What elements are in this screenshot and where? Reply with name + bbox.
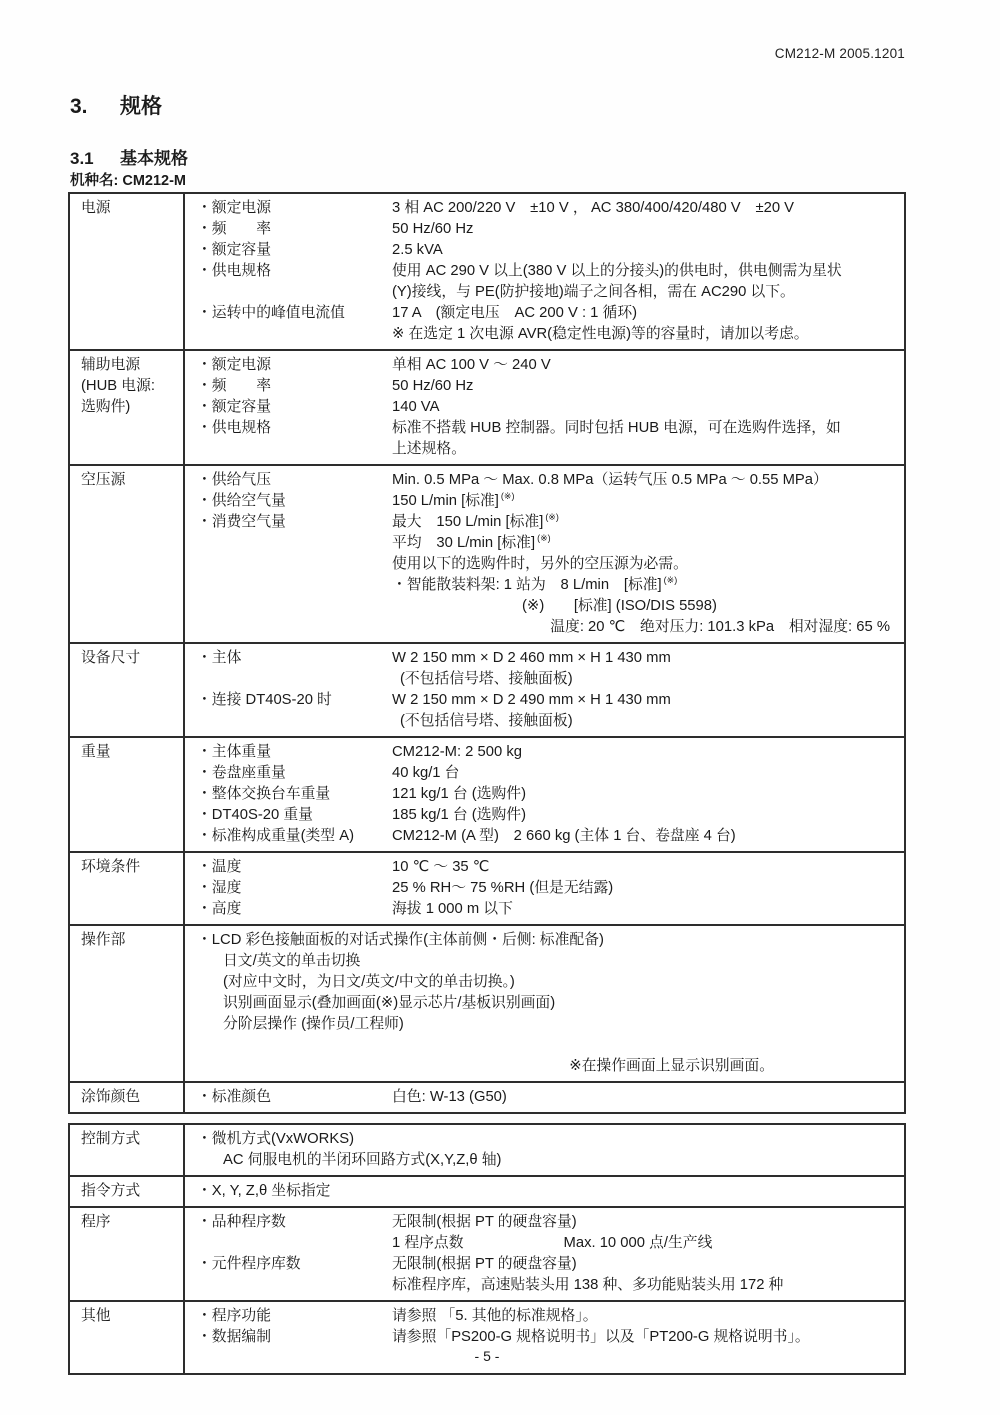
section-title-text: 规格: [120, 95, 162, 118]
spec-line: 使用以下的选购件时，另外的空压源为必需。: [392, 556, 688, 572]
spec-line: ・额定电源 单相 AC 100 V ～ 240 V: [197, 357, 551, 373]
spec-line: ・供电规格 使用 AC 290 V 以上(380 V 以上的分接头)的供电时，供电侧需为星状: [197, 263, 842, 279]
spec-line: 温度: 20 ℃ 绝对压力: 101.3 kPa 相对湿度: 65 %: [550, 619, 890, 635]
spec-line: ・额定容量 2.5 kVA: [197, 242, 443, 258]
spec-content-control-method: [185, 1125, 904, 1175]
spec-content-dimensions: [185, 644, 904, 736]
spec-line: ※在操作画面上显示识别画面。: [569, 1058, 774, 1074]
spec-line: 上述规格。: [392, 441, 466, 457]
spec-line: (※) [标准] (ISO/DIS 5598): [522, 598, 717, 614]
spec-content-program: [185, 1208, 904, 1300]
subsection-number: 3.1: [70, 149, 94, 168]
spec-line: ・温度 10 ℃ ～ 35 ℃: [197, 859, 490, 875]
spec-category-paint-color: 涂饰颜色: [70, 1083, 185, 1112]
spec-category-weight: 重量: [70, 738, 185, 851]
spec-line: ・微机方式(VxWORKS): [197, 1131, 355, 1147]
spec-line: ・频 率 50 Hz/60 Hz: [197, 378, 474, 394]
spec-category-dimensions: 设备尺寸: [70, 644, 185, 736]
spec-row-environment: [70, 851, 904, 924]
spec-line: ・额定电源 3 相 AC 200/220 V ±10 V ， AC 380/400/420/480 V ±20 V: [197, 200, 795, 216]
spec-line: 1 程序点数 Max. 10 000 点/生产线: [392, 1235, 713, 1251]
spec-line: 识别画面显示(叠加画面(※)显示芯片/基板识别画面): [223, 995, 556, 1011]
spec-line: 分阶层操作 (操作员/工程师): [223, 1016, 404, 1032]
section-number: 3.: [70, 95, 88, 118]
spec-line: ・供给空气量 150 L/min [标准] (※): [197, 491, 515, 509]
spec-line: ・品种程序数 无限制(根据 PT 的硬盘容量): [197, 1214, 577, 1230]
spec-line: [197, 1035, 904, 1056]
spec-row-operation: [70, 924, 904, 1081]
spec-line: AC 伺服电机的半闭环回路方式(X,Y,Z,θ 轴): [223, 1152, 502, 1168]
spec-category-aux-power: 辅助电源 (HUB 电源: 选购件): [70, 351, 185, 464]
spec-row-command-method: [70, 1175, 904, 1206]
spec-category-others: 其他: [70, 1302, 185, 1373]
spec-line: ・标准颜色 白色: W-13 (G50): [197, 1089, 507, 1105]
spec-line: ・高度 海拔 1 000 m 以下: [197, 901, 513, 917]
spec-line: ・LCD 彩色接触面板的对话式操作(主体前侧・后侧: 标准配备): [197, 932, 604, 948]
spec-content-weight: [185, 738, 904, 851]
spec-content-operation: [185, 926, 904, 1081]
spec-line: ・连接 DT40S-20 时 W 2 150 mm × D 2 490 mm × H 1 430 mm: [197, 692, 671, 708]
basic-spec-table-2: [68, 1123, 906, 1375]
page-number: - 5 -: [474, 1348, 500, 1364]
spec-line: (不包括信号塔、接触面板): [400, 713, 573, 729]
spec-line: ※ 在选定 1 次电源 AVR(稳定性电源)等的容量时，请加以考虑。: [392, 326, 809, 342]
spec-row-paint-color: [70, 1081, 904, 1112]
spec-line: ・消费空气量 最大 150 L/min [标准] (※): [197, 512, 559, 530]
spec-row-program: [70, 1206, 904, 1300]
subsection-title: [70, 144, 188, 169]
spec-row-power: [70, 194, 904, 349]
spec-line: ・DT40S-20 重量 185 kg/1 台 (选购件): [197, 807, 527, 823]
basic-spec-table-1: [68, 192, 906, 1114]
spec-row-dimensions: [70, 642, 904, 736]
spec-line: 日文/英文的单击切换: [223, 953, 361, 969]
document-header-model-date: CM212-M 2005.1201: [774, 46, 905, 61]
spec-category-air-source: 空压源: [70, 466, 185, 642]
spec-line: ・X, Y, Z,θ 坐标指定: [197, 1183, 331, 1199]
spec-line: ・额定容量 140 VA: [197, 399, 440, 415]
spec-content-power: [185, 194, 904, 349]
spec-category-program: 程序: [70, 1208, 185, 1300]
spec-content-aux-power: [185, 351, 904, 464]
spec-line: 平均 30 L/min [标准] (※): [392, 533, 551, 551]
spec-line: ・湿度 25 % RH～ 75 %RH (但是无结露): [197, 880, 614, 896]
spec-line: ・供电规格 标准不搭载 HUB 控制器。同时包括 HUB 电源，可在选购件选择，如: [197, 420, 841, 436]
spec-content-paint-color: [185, 1083, 904, 1112]
spec-line: ・运转中的峰值电流值 17 A (额定电压 AC 200 V : 1 循环): [197, 305, 638, 321]
spec-line: ・整体交换台车重量 121 kg/1 台 (选购件): [197, 786, 527, 802]
spec-content-environment: [185, 853, 904, 924]
section-title: [70, 90, 162, 120]
spec-row-control-method: [70, 1125, 904, 1175]
spec-content-air-source: [185, 466, 904, 642]
spec-row-air-source: [70, 464, 904, 642]
spec-content-command-method: [185, 1177, 904, 1206]
spec-category-control-method: 控制方式: [70, 1125, 185, 1175]
spec-category-operation: 操作部: [70, 926, 185, 1081]
spec-row-aux-power: [70, 349, 904, 464]
subsection-title-text: 基本规格: [120, 149, 188, 168]
spec-line: ・主体重量 CM212-M: 2 500 kg: [197, 744, 522, 760]
spec-category-command-method: 指令方式: [70, 1177, 185, 1206]
spec-line: ・智能散装料架: 1 站为 8 L/min [标准] (※): [392, 575, 678, 593]
spec-line: ・卷盘座重量 40 kg/1 台: [197, 765, 460, 781]
spec-line: ・元件程序库数 无限制(根据 PT 的硬盘容量): [197, 1256, 577, 1272]
spec-line: 标准程序库，高速贴装头用 138 种、多功能贴装头用 172 种: [392, 1277, 784, 1293]
spec-line: ・供给气压 Min. 0.5 MPa ～ Max. 0.8 MPa（运转气压 0.5 MPa ～ 0.55 MPa）: [197, 472, 828, 488]
spec-line: ・标准构成重量(类型 A) CM212-M (A 型) 2 660 kg (主体 1 台、卷盘座 4 台): [197, 828, 736, 844]
spec-tables-container: [68, 192, 906, 1375]
spec-category-power: 电源: [70, 194, 185, 349]
spec-line: ・频 率 50 Hz/60 Hz: [197, 221, 474, 237]
spec-category-environment: 环境条件: [70, 853, 185, 924]
spec-line: (Y)接线，与 PE(防护接地)端子之间各相，需在 AC290 以下。: [392, 284, 795, 300]
spec-line: ・数据编制 请参照「PS200-G 规格说明书」以及「PT200-G 规格说明书」。: [197, 1329, 810, 1345]
spec-row-weight: [70, 736, 904, 851]
spec-line: (不包括信号塔、接触面板): [400, 671, 573, 687]
model-name-label: 机种名: CM212-M: [70, 173, 187, 189]
spec-line: ・程序功能 请参照 「5. 其他的标准规格」。: [197, 1308, 598, 1324]
spec-line: (对应中文时，为日文/英文/中文的单击切换。): [223, 974, 515, 990]
spec-line: ・主体 W 2 150 mm × D 2 460 mm × H 1 430 mm: [197, 650, 671, 666]
